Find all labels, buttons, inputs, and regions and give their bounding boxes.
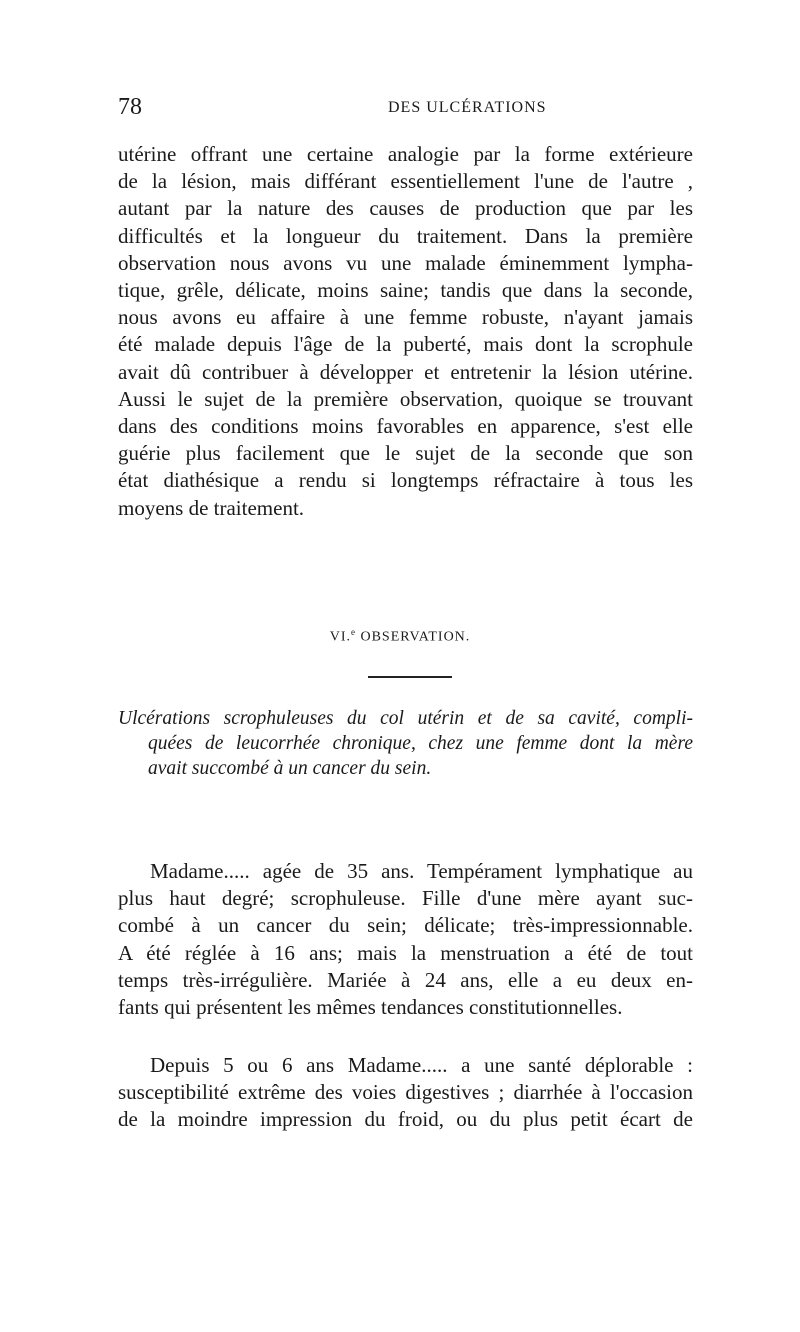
text-line: été malade depuis l'âge de la puberté, mais dont la scrophule — [118, 332, 693, 357]
text-line: fants qui présentent les mêmes tendances constitutionnelles. — [118, 995, 623, 1020]
text-line: temps très-irrégulière. Mariée à 24 ans, elle a eu deux en- — [118, 967, 693, 992]
page-number: 78 — [118, 94, 142, 120]
text-line: dans des conditions moins favorables en apparence, s'est elle — [118, 414, 693, 439]
text-line: moyens de traitement. — [118, 495, 305, 520]
text-line: combé à un cancer du sein; délicate; très-impressionnable. — [118, 913, 693, 938]
observation-subtitle — [118, 706, 693, 781]
running-head: DES ULCÉRATIONS — [388, 99, 547, 116]
subtitle-line: Ulcérations scrophuleuses du col utérin et de sa cavité, compli- — [118, 708, 693, 729]
text-line: guérie plus facilement que le sujet de la seconde que son — [118, 441, 693, 466]
text-line: difficultés et la longueur du traitement. Dans la première — [118, 223, 693, 248]
text-line: de la lésion, mais différant essentiellement l'une de l'autre , — [118, 169, 693, 194]
section-divider — [368, 676, 452, 678]
text-line: Madame..... agée de 35 ans. Tempérament lymphatique au — [150, 859, 693, 883]
text-line: Depuis 5 ou 6 ans Madame..... a une santé déplorable : — [150, 1053, 693, 1077]
text-line: utérine offrant une certaine analogie par la forme extérieure — [118, 142, 693, 166]
text-line: autant par la nature des causes de production que par les — [118, 196, 693, 221]
text-line: de la moindre impression du froid, ou du plus petit écart de — [118, 1107, 693, 1132]
subtitle-line: avait succombé à un cancer du sein. — [148, 758, 432, 779]
text-line: A été réglée à 16 ans; mais la menstruation a été de tout — [118, 940, 693, 965]
text-line: nous avons eu affaire à une femme robuste, n'ayant jamais — [118, 305, 693, 330]
text-line: tique, grêle, délicate, moins saine; tandis que dans la seconde, — [118, 278, 693, 303]
section-numeral-superscript: e — [350, 627, 356, 637]
text-line: avait dû contribuer à développer et entretenir la lésion utérine. — [118, 359, 693, 384]
section-numeral: VI. — [329, 629, 351, 645]
paragraph-patient — [118, 858, 693, 1021]
text-line: état diathésique a rendu si longtemps réfractaire à tous les — [118, 468, 693, 493]
paragraph-intro — [118, 141, 693, 522]
page-header — [118, 92, 678, 122]
section-heading — [0, 622, 800, 648]
paragraph-history — [118, 1052, 693, 1134]
text-line: plus haut degré; scrophuleuse. Fille d'une mère ayant suc- — [118, 886, 693, 911]
subtitle-line: quées de leucorrhée chronique, chez une femme dont la mère — [148, 733, 693, 754]
text-line: susceptibilité extrême des voies digestives ; diarrhée à l'occasion — [118, 1080, 693, 1105]
text-line: observation nous avons vu une malade éminemment lympha- — [118, 250, 693, 275]
text-line: Aussi le sujet de la première observation, quoique se trouvant — [118, 386, 693, 411]
section-title: OBSERVATION. — [360, 629, 471, 645]
